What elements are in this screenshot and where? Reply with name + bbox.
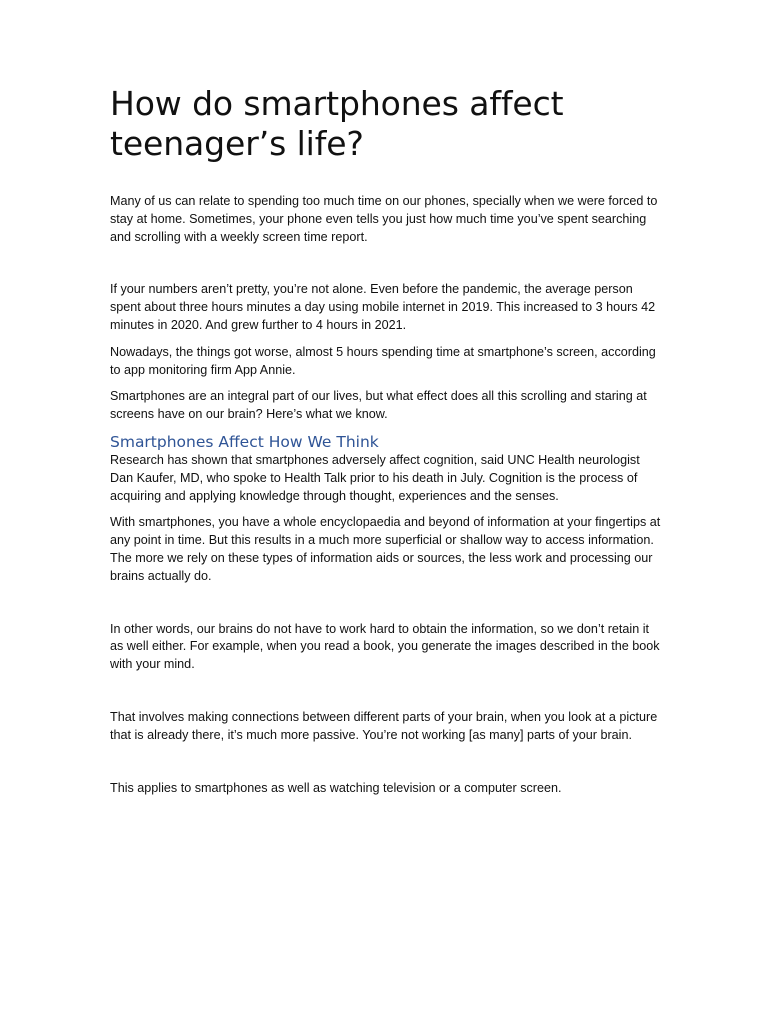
paragraph: If your numbers aren’t pretty, you’re not alone. Even before the pandemic, the average person spent about three hours minutes a day using mobile internet in 2019. This increased to 3 hours 42 minutes in 2020. And grew further to 4 hours in 2021. xyxy=(110,282,656,332)
paragraph: In other words, our brains do not have to work hard to obtain the information, so we don’t retain it as well either. For example, when you read a book, you generate the images described in the book with your mind. xyxy=(110,621,660,672)
paragraph: Smartphones are an integral part of our lives, but what effect does all this scrolling and staring at screens have on our brain? Here’s what we know. xyxy=(110,389,647,422)
document-title: How do smartphones affect teenager’s life? xyxy=(110,84,564,163)
paragraph: Nowadays, the things got worse, almost 5 hours spending time at smartphone’s screen, according to app monitoring firm App Annie. xyxy=(110,344,656,377)
paragraph: Many of us can relate to spending too much time on our phones, specially when we were forced to stay at home. Sometimes, your phone even tells you just how much time you’ve spent searching and scrolling with a weekly screen time report. xyxy=(110,194,658,244)
paragraph: This applies to smartphones as well as watching television or a computer screen. xyxy=(110,780,562,795)
paragraph: With smartphones, you have a whole encyclopaedia and beyond of information at your fingertips at any point in time. But this results in a much more superficial or shallow way to access information. The more we rely on these types of information aids or sources, the less work and processing our brains actually do. xyxy=(110,515,661,583)
paragraph: Research has shown that smartphones adversely affect cognition, said UNC Health neurologist Dan Kaufer, MD, who spoke to Health Talk prior to his death in July. Cognition is the process of acquiring and applying knowledge through thought, experiences and the senses. xyxy=(110,452,640,503)
paragraph: That involves making connections between different parts of your brain, when you look at a picture that is already there, it’s much more passive. You’re not working [as many] parts of your brain. xyxy=(110,709,658,742)
section-heading: Smartphones Affect How We Think xyxy=(110,432,379,451)
document-body xyxy=(110,84,662,797)
